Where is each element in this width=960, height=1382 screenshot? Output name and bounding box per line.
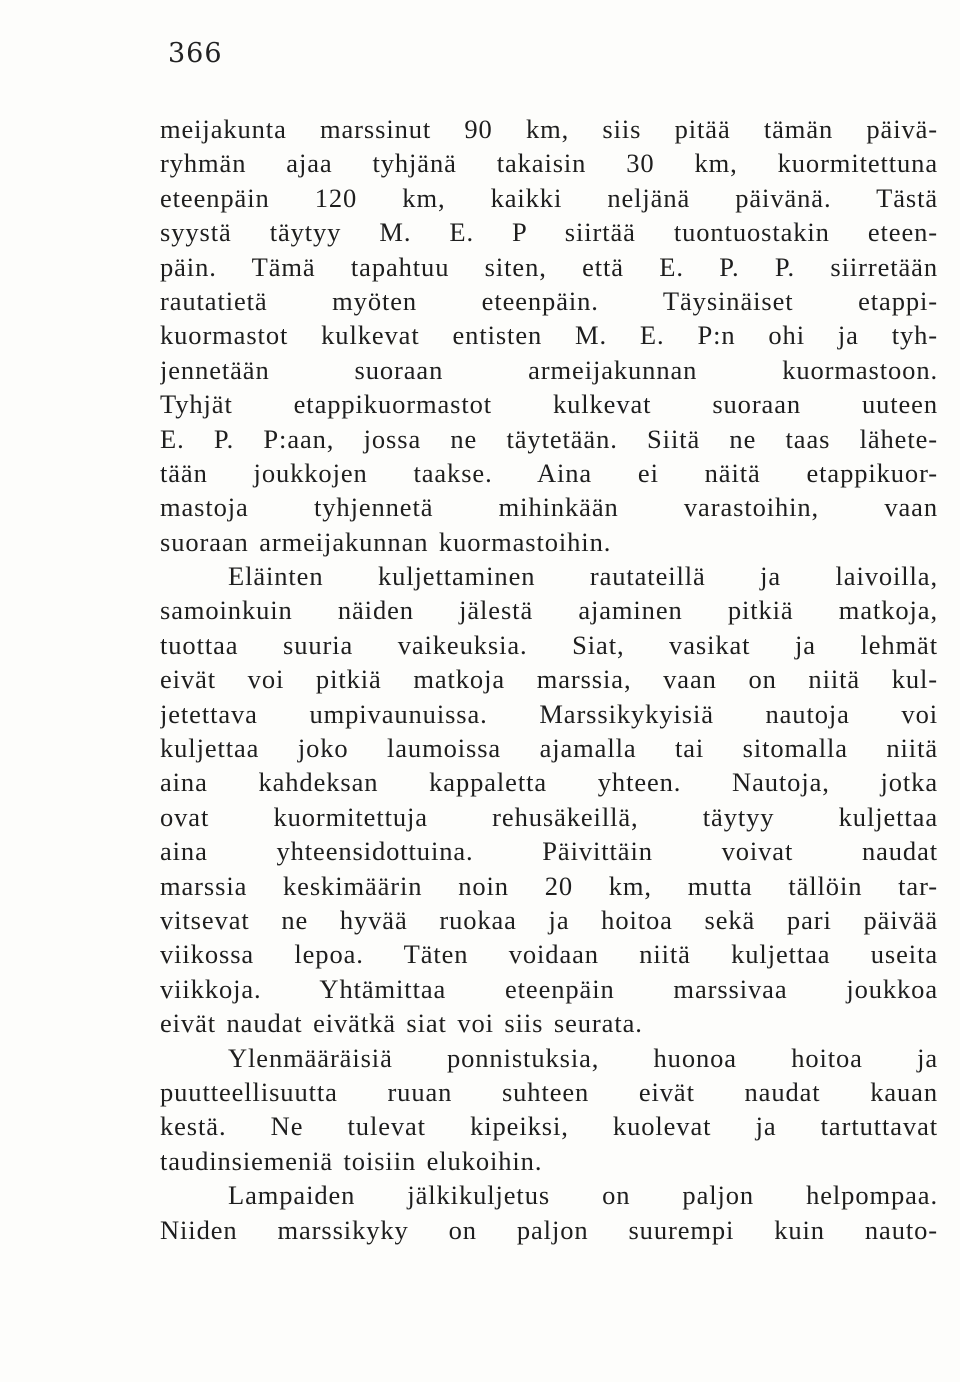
- text-line: kestä. Ne tulevat kipeiksi, kuolevat ja tartuttavat: [160, 1111, 938, 1142]
- text-line: jennetään suoraan armeijakunnan kuormastoon.: [160, 354, 938, 385]
- text-line: syystä täytyy M. E. P siirtää tuontuostakin eteen-: [160, 217, 938, 248]
- paragraph-4: [160, 1178, 938, 1247]
- text-line: taudinsiemeniä toisiin elukoihin.: [160, 1145, 543, 1176]
- text-line: rautatietä myöten eteenpäin. Täysinäiset etappi-: [160, 285, 938, 316]
- text-line: jetettava umpivaunuissa. Marssikykyisiä nautoja voi: [160, 698, 938, 729]
- text-line: eteenpäin 120 km, kaikki neljänä päivänä. Tästä: [160, 182, 938, 213]
- paragraph-1: [160, 112, 938, 559]
- text-line: päin. Tämä tapahtuu siten, että E. P. P. siirretään: [160, 251, 938, 282]
- text-line: Eläinten kuljettaminen rautateillä ja laivoilla,: [228, 561, 938, 592]
- text-line: viikossa lepoa. Täten voidaan niitä kuljettaa useita: [160, 939, 938, 970]
- paragraph-2: [160, 559, 938, 1040]
- text-line: puutteellisuutta ruuan suhteen eivät naudat kauan: [160, 1076, 938, 1107]
- text-line: aina kahdeksan kappaletta yhteen. Nautoja, jotka: [160, 767, 938, 798]
- text-line: kuormastot kulkevat entisten M. E. P:n ohi ja tyh-: [160, 320, 938, 351]
- text-line: eivät naudat eivätkä siat voi siis seurata.: [160, 1008, 643, 1039]
- page-number: 366: [168, 38, 223, 69]
- text-line: tuottaa suuria vaikeuksia. Siat, vasikat ja lehmät: [160, 629, 938, 660]
- text-line: mastoja tyhjennetä mihinkään varastoihin, vaan: [160, 492, 938, 523]
- text-line: ovat kuormitettuja rehusäkeillä, täytyy kuljettaa: [160, 801, 938, 832]
- text-line: E. P. P:aan, jossa ne täytetään. Siitä ne taas lähete-: [160, 423, 938, 454]
- text-line: Niiden marssikyky on paljon suurempi kuin nauto-: [160, 1214, 938, 1245]
- text-line: vitsevat ne hyvää ruokaa ja hoitoa sekä pari päivää: [160, 904, 938, 935]
- text-line: meijakunta marssinut 90 km, siis pitää tämän päivä-: [160, 114, 938, 144]
- body-text: [160, 112, 938, 1247]
- paragraph-3: [160, 1041, 938, 1179]
- text-line: tään joukkojen taakse. Aina ei näitä etappikuor-: [160, 457, 938, 488]
- text-line: aina yhteensidottuina. Päivittäin voivat naudat: [160, 836, 938, 867]
- text-line: eivät voi pitkiä matkoja marssia, vaan on niitä kul-: [160, 664, 938, 695]
- text-line: viikkoja. Yhtämittaa eteenpäin marssivaa joukkoa: [160, 973, 938, 1004]
- text-line: samoinkuin näiden jälestä ajaminen pitkiä matkoja,: [160, 595, 938, 626]
- text-line: suoraan armeijakunnan kuormastoihin.: [160, 526, 612, 557]
- text-line: Tyhjät etappikuormastot kulkevat suoraan uuteen: [160, 389, 938, 420]
- text-line: ryhmän ajaa tyhjänä takaisin 30 km, kuormitettuna: [160, 148, 938, 179]
- text-line: Ylenmääräisiä ponnistuksia, huonoa hoitoa ja: [228, 1042, 938, 1073]
- text-line: Lampaiden jälkikuljetus on paljon helpompaa.: [228, 1180, 938, 1211]
- text-line: marssia keskimäärin noin 20 km, mutta tällöin tar-: [160, 870, 938, 901]
- text-line: kuljettaa joko laumoissa ajamalla tai sitomalla niitä: [160, 733, 938, 764]
